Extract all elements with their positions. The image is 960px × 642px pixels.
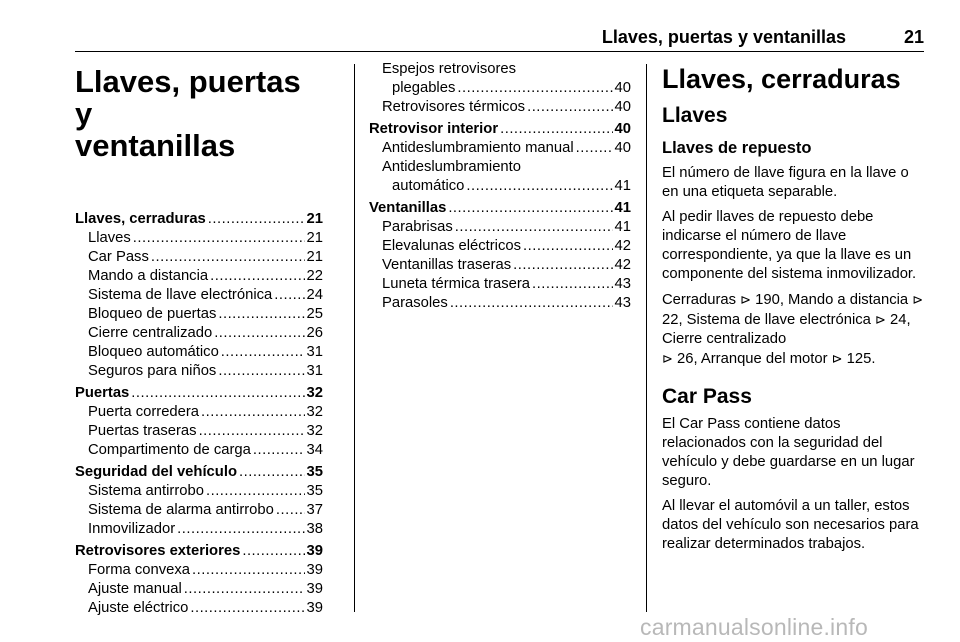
toc-list: [369, 199, 631, 313]
toc-entry[interactable]: Compartimento de carga ..... 34: [75, 441, 323, 460]
column-divider-1: [354, 64, 355, 612]
toc-entry[interactable]: Parabrisas ..... 41: [369, 218, 631, 237]
toc-entry[interactable]: Sistema de llave electrónica ..... 24: [75, 286, 323, 305]
page-ref-arrow-icon: ⊳: [912, 292, 924, 307]
toc-list: [369, 98, 631, 158]
paragraph: Al pedir llaves de repuesto debe indicarse el número de llave correspondiente, ya que la llave es un componente del sistema inmovilizador.: [662, 209, 917, 282]
toc-column-2: [369, 60, 631, 313]
page-ref-arrow-icon: ⊳: [662, 351, 673, 366]
toc-entry[interactable]: Ventanillas traseras ..... 42: [369, 256, 631, 275]
paragraph: El Car Pass contiene datos relacionados con la seguridad del vehículo y debe guardarse en un lugar seguro.: [662, 416, 915, 489]
toc-entry[interactable]: automático ..... 41: [369, 177, 631, 196]
paragraph: Al llevar el automóvil a un taller, estos datos del vehículo son necesarios para realizar determinados trabajos.: [662, 498, 919, 552]
page-ref-arrow-icon: ⊳: [875, 312, 886, 327]
toc-entry[interactable]: Forma convexa ..... 39: [75, 561, 323, 580]
page-header: [75, 27, 924, 52]
toc-entry[interactable]: Parasoles ..... 43: [369, 294, 631, 313]
toc-entry[interactable]: Bloqueo de puertas ..... 25: [75, 305, 323, 324]
toc-entry[interactable]: Llaves ..... 21: [75, 229, 323, 248]
toc-section-entry[interactable]: Retrovisor interior ..... 40: [369, 120, 631, 139]
section-heading: Llaves, cerraduras: [662, 64, 901, 94]
toc-section-entry[interactable]: Llaves, cerraduras ..... 21: [75, 210, 323, 229]
header-title: Llaves, puertas y ventanillas: [601, 27, 846, 47]
toc-list: [75, 210, 323, 618]
paragraph: El número de llave figura en la llave o en una etiqueta separable.: [662, 165, 909, 200]
toc-section-entry[interactable]: Ventanillas ..... 41: [369, 199, 631, 218]
toc-column-1: [75, 66, 323, 618]
toc-entry[interactable]: Sistema de alarma antirrobo ..... 37: [75, 501, 323, 520]
body-column: [662, 60, 924, 560]
toc-entry[interactable]: Puertas traseras ..... 32: [75, 422, 323, 441]
toc-entry[interactable]: Seguros para niños ..... 31: [75, 362, 323, 381]
toc-entry[interactable]: Car Pass ..... 21: [75, 248, 323, 267]
toc-section-entry[interactable]: Seguridad del vehículo ..... 35: [75, 463, 323, 482]
toc-section-entry[interactable]: Puertas ..... 32: [75, 384, 323, 403]
toc-entry[interactable]: Espejos retrovisores: [382, 61, 517, 77]
column-divider-2: [646, 64, 647, 612]
watermark: carmanualsonline.info: [640, 614, 868, 640]
toc-entry[interactable]: Elevalunas eléctricos ..... 42: [369, 237, 631, 256]
toc-entry[interactable]: Antideslumbramiento: [382, 159, 521, 175]
toc-entry[interactable]: Cierre centralizado ..... 26: [75, 324, 323, 343]
page-ref-arrow-icon: ⊳: [831, 351, 843, 366]
chapter-title: Llaves, puertas y ventanillas: [75, 64, 301, 163]
toc-entry[interactable]: Antideslumbramiento manual ..... 40: [369, 139, 631, 158]
toc-entry[interactable]: plegables ..... 40: [369, 79, 631, 98]
toc-entry[interactable]: Ajuste eléctrico ..... 39: [75, 599, 323, 618]
toc-entry[interactable]: Retrovisores térmicos ..... 40: [369, 98, 631, 117]
toc-entry[interactable]: Sistema antirrobo ..... 35: [75, 482, 323, 501]
subsection-heading: Llaves: [662, 104, 728, 127]
page-number: 21: [903, 27, 924, 47]
toc-entry[interactable]: Puerta corredera ..... 32: [75, 403, 323, 422]
subsection-heading: Car Pass: [662, 385, 752, 408]
page-ref-arrow-icon: ⊳: [740, 292, 752, 307]
toc-section-entry[interactable]: Retrovisores exteriores ..... 39: [75, 542, 323, 561]
toc-entry[interactable]: Luneta térmica trasera ..... 43: [369, 275, 631, 294]
cross-reference-paragraph: Cerraduras ⊳ 190, Mando a distancia ⊳ 22, Sistema de llave electrónica ⊳ 24, Cierre centralizado ⊳ 26, Arranque del motor ⊳ 125.: [662, 292, 924, 367]
toc-entry[interactable]: Inmovilizador ..... 38: [75, 520, 323, 539]
toc-entry[interactable]: Mando a distancia ..... 22: [75, 267, 323, 286]
toc-entry[interactable]: Ajuste manual ..... 39: [75, 580, 323, 599]
toc-entry[interactable]: Bloqueo automático ..... 31: [75, 343, 323, 362]
sub-subsection-heading: Llaves de repuesto: [662, 139, 812, 157]
